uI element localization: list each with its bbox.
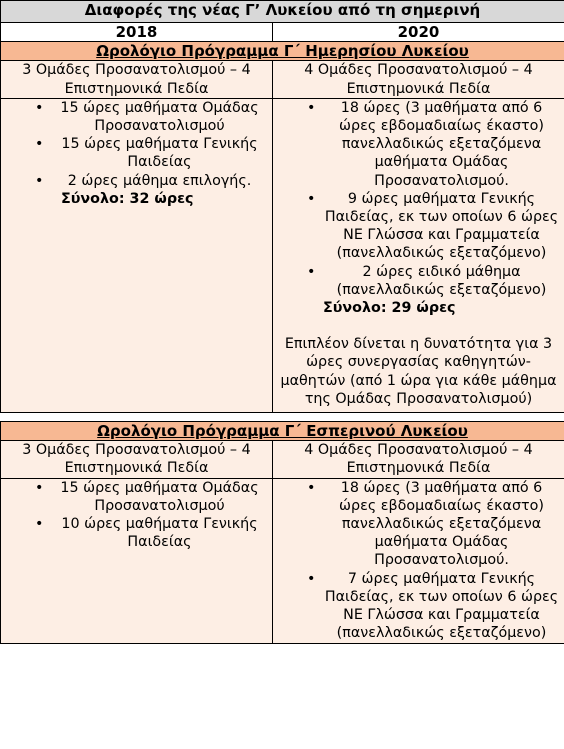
list-item: • 15 ώρες μαθήματα Ομάδας Προσανατολισμού — [35, 99, 259, 135]
evening-2018-details — [1, 478, 273, 643]
bullet-icon: • — [307, 263, 316, 280]
bullet-icon: • — [307, 570, 316, 587]
list-item: • 2 ώρες μάθημα επιλογής. — [35, 172, 252, 189]
bullet-icon: • — [35, 136, 44, 153]
list-item: • 7 ώρες μαθήματα Γενικής Παιδείας, εκ των οποίων 6 ώρες ΝΕ Γλώσσα και Γραμματεία (πανελλαδικώς εξεταζόμενο) — [307, 570, 559, 642]
list-item: • 15 ώρες μαθήματα Ομάδας Προσανατολισμού — [35, 479, 259, 514]
evening-2018-list — [5, 479, 268, 552]
bullet-icon: • — [307, 479, 316, 496]
list-item: • 18 ώρες (3 μαθήματα από 6 ώρες εβδομαδιαίως έκαστο) πανελλαδικώς εξεταζόμενα μαθήματα Ομάδας Προσανατολισμού. — [307, 479, 544, 569]
list-item: • 10 ώρες μαθήματα Γενικής Παιδείας — [35, 516, 258, 551]
day-2020-total: Σύνολο: 29 ώρες — [323, 300, 456, 317]
evening-school-heading: Ωρολόγιο Πρόγραμμα Γ΄ Εσπερινού Λυκείου — [1, 422, 564, 441]
day-2018-groups: 3 Ομάδες Προσανατολισμού – 4 Επιστημονικά Πεδία — [1, 61, 273, 98]
table-title: Διαφορές της νέας Γ’ Λυκείου από τη σημερινή — [1, 1, 564, 23]
list-item: • 15 ώρες μαθήματα Γενικής Παιδείας — [35, 136, 258, 171]
section-divider — [1, 413, 564, 422]
bullet-icon: • — [35, 172, 44, 189]
day-2020-groups: 4 Ομάδες Προσανατολισμού – 4 Επιστημονικά Πεδία — [273, 61, 564, 98]
bullet-icon: • — [35, 99, 44, 116]
day-2018-details — [1, 98, 273, 412]
list-item: • 9 ώρες μαθήματα Γενικής Παιδείας, εκ των οποίων 6 ώρες ΝΕ Γλώσσα και Γραμματεία (πανελλαδικώς εξεταζόμενο) — [307, 190, 559, 262]
bullet-icon: • — [307, 190, 316, 207]
day-2020-note: Επιπλέον δίνεται η δυνατότητα για 3 ώρες συνεργασίας καθηγητών-μαθητών (από 1 ώρα για κάθε μάθημα της Ομάδας Προσανατολισμού) — [280, 336, 557, 407]
evening-2018-groups: 3 Ομάδες Προσανατολισμού – 4 Επιστημονικά Πεδία — [1, 441, 273, 478]
list-item: • 18 ώρες (3 μαθήματα από 6 ώρες εβδομαδιαίως έκαστο) πανελλαδικώς εξεταζόμενα μαθήματα Ομάδας Προσανατολισμού. — [307, 99, 544, 189]
list-item: • 2 ώρες ειδικό μάθημα (πανελλαδικώς εξεταζόμενο) — [307, 263, 547, 298]
day-2020-list — [277, 99, 560, 299]
evening-2020-details — [273, 478, 564, 643]
day-2018-total: Σύνολο: 32 ώρες — [61, 190, 194, 207]
day-2020-details — [273, 98, 564, 412]
evening-2020-list — [277, 479, 560, 643]
bullet-icon: • — [307, 99, 316, 116]
bullet-icon: • — [35, 479, 44, 496]
year-2020-header: 2020 — [273, 23, 564, 42]
year-2018-header: 2018 — [1, 23, 273, 42]
bullet-icon: • — [35, 516, 44, 533]
evening-2020-groups: 4 Ομάδες Προσανατολισμού – 4 Επιστημονικά Πεδία — [273, 441, 564, 478]
day-school-heading: Ωρολόγιο Πρόγραμμα Γ΄ Ημερησίου Λυκείου — [1, 42, 564, 61]
day-2018-list — [5, 99, 268, 190]
